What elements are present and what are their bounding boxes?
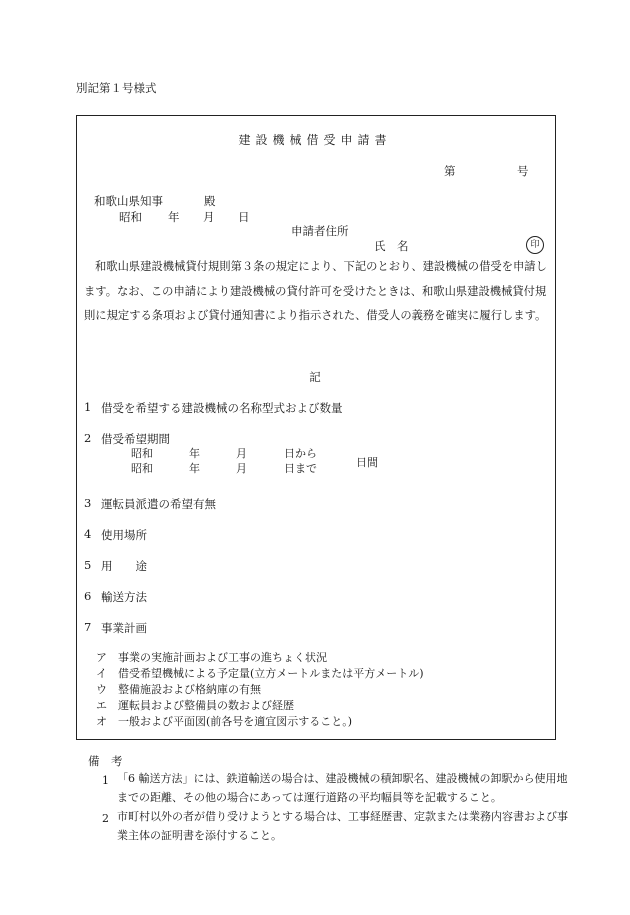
addressee-dono: 殿	[204, 194, 216, 208]
item-4-label: 使用場所	[101, 528, 147, 542]
period-row1-day: 日から	[284, 447, 317, 460]
item-1-num: 1	[84, 400, 92, 414]
number-go: 号	[517, 164, 529, 178]
plan-mark-o: オ	[96, 715, 107, 728]
plan-text-u: 整備施設および格納庫の有無	[118, 683, 261, 696]
date-day: 日	[238, 210, 250, 224]
note-2-num: 2	[102, 812, 109, 825]
body-paragraph: 和歌山県建設機械貸付規則第３条の規定により、下記のとおり、建設機械の借受を申請します。なお、この申請により建設機械の貸付許可を受けたときは、和歌山県建設機械貸付規則に規定する条項および貸付通知書により指示された、借受人の義務を確実に履行します。	[84, 260, 547, 322]
item-2-num: 2	[84, 431, 92, 445]
note-2-text: 市町村以外の者が借り受けようとする場合は、工事経歴書、定款または業務内容書および事業主体の証明書を添付すること。	[117, 810, 568, 842]
item-7-label: 事業計画	[101, 621, 147, 635]
item-3-num: 3	[84, 496, 92, 510]
item-1-label: 借受を希望する建設機械の名称型式および数量	[101, 401, 343, 415]
addressee-name: 和歌山県知事	[94, 194, 163, 208]
date-month: 月	[203, 210, 215, 224]
period-row1-month: 月	[236, 447, 247, 460]
plan-text-a: 事業の実施計画および工事の進ちょく状況	[118, 651, 327, 664]
item-3-label: 運転員派遣の希望有無	[101, 497, 216, 511]
period-row2-day: 日まで	[284, 462, 317, 475]
date-era: 昭和	[119, 210, 142, 224]
note-1-text: 「6 輸送方法」には、鉄道輸送の場合は、建設機械の積卸駅名、建設機械の卸駅から使用地までの距離、その他の場合にあっては運行道路の平均幅員等を記載すること。	[117, 772, 568, 804]
plan-mark-i: イ	[96, 667, 107, 680]
plan-mark-e: エ	[96, 699, 107, 712]
date-year: 年	[168, 210, 180, 224]
ki-heading: 記	[309, 370, 321, 384]
seal-mark: 印	[526, 236, 544, 254]
plan-mark-u: ウ	[96, 683, 107, 696]
applicant-address-label: 申請者住所	[291, 224, 349, 238]
form-title: 建設機械借受申請書	[238, 133, 392, 147]
item-7-num: 7	[84, 620, 92, 634]
period-row2-month: 月	[236, 462, 247, 475]
applicant-name-label: 氏 名	[374, 239, 409, 253]
period-row2-year: 年	[189, 462, 200, 475]
plan-text-e: 運転員および整備員の数および経歴	[118, 699, 294, 712]
form-label: 別記第１号様式	[76, 81, 157, 95]
plan-text-o: 一般および平面図(前各号を適宜図示すること。)	[118, 715, 353, 728]
period-row1-year: 年	[189, 447, 200, 460]
item-6-num: 6	[84, 589, 92, 603]
period-suffix: 日間	[356, 456, 378, 469]
item-5-num: 5	[84, 558, 92, 572]
item-6-label: 輸送方法	[101, 590, 147, 604]
period-row2-era: 昭和	[131, 462, 153, 475]
plan-mark-a: ア	[96, 651, 107, 664]
item-5-label: 用 途	[101, 559, 147, 573]
item-4-num: 4	[84, 527, 92, 541]
item-2-label: 借受希望期間	[101, 432, 170, 446]
plan-text-i: 借受希望機械による予定量(立方メートルまたは平方メートル)	[118, 667, 424, 680]
period-row1-era: 昭和	[131, 447, 153, 460]
notes-heading: 備 考	[88, 754, 123, 768]
note-1-num: 1	[102, 774, 109, 787]
number-dai: 第	[444, 164, 456, 178]
